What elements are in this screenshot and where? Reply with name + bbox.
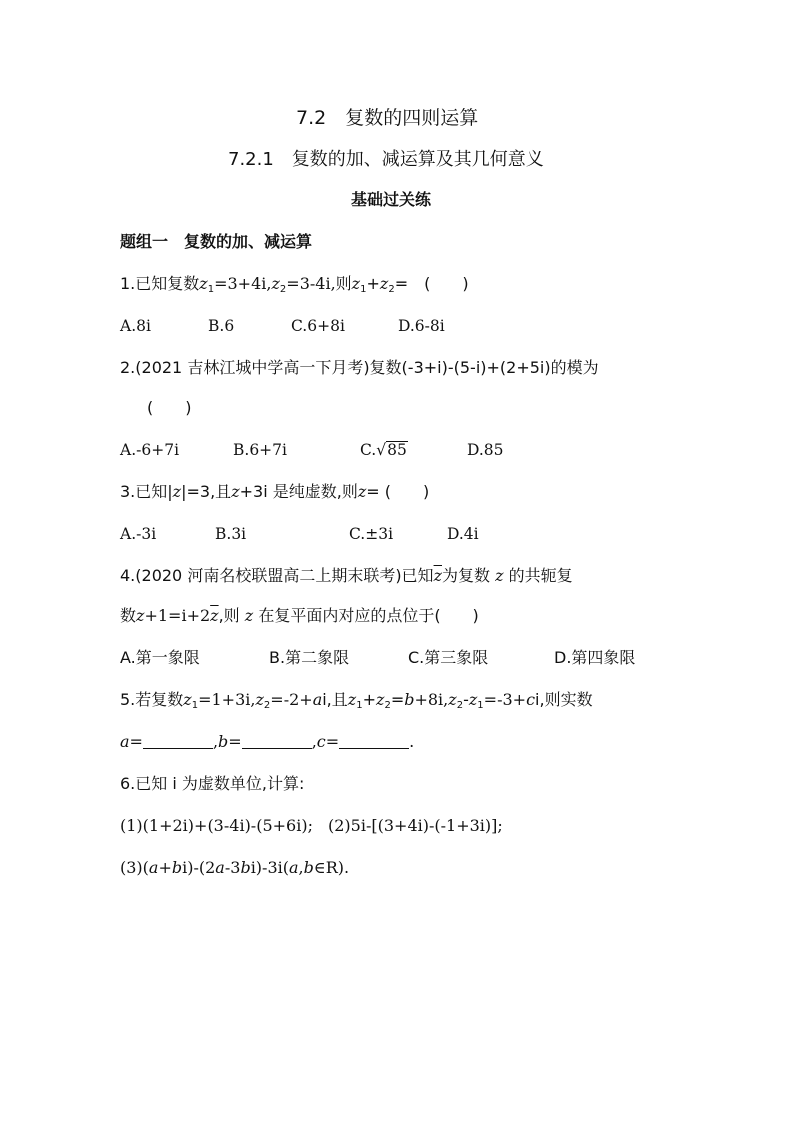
question-6-line-1: 6.已知 i 为虚数单位,计算: <box>120 774 305 793</box>
q3-option-c: C.±3i <box>349 525 394 543</box>
question-6-part-3: (3)(a+bi)-(2a-3bi)-3i(a,b∈R). <box>120 858 350 877</box>
q1-option-a: A.8i <box>120 317 151 335</box>
q3-option-b: B.3i <box>215 525 247 543</box>
question-5-line-1: 5.若复数$z_1=1+3i,z_2=-2+ai$,且$z_1+z_2=b+8i,z_2-z_1=-3+ci$,则实数 <box>120 690 593 711</box>
question-4-line-2: 数$z+1=i+2\overline{z}$,则 z 在复平面内对应的点位于( ) <box>120 606 479 625</box>
q4-option-d: D.第四象限 <box>554 648 636 667</box>
answer-blank-a[interactable] <box>143 734 213 749</box>
q3-option-d: D.4i <box>447 525 479 543</box>
q4-option-b: B.第二象限 <box>269 648 350 667</box>
question-1: 1.已知复数$z_1=3+4i,z_2=3-4i$,则$z_1+z_2=$ ( ) <box>120 274 469 295</box>
question-4-line-1: 4.(2020 河南名校联盟高二上期末联考)已知$\overline{z}$为复数 z 的共轭复 <box>120 566 573 585</box>
q2-option-c: C.√85 <box>360 441 407 459</box>
question-6-part-2: (2)5i-[(3+4i)-(-1+3i)]; <box>328 816 503 835</box>
practice-title: 基础过关练 <box>351 190 432 209</box>
q1-option-c: C.6+8i <box>291 317 345 335</box>
question-2: 2.(2021 吉林江城中学高一下月考)复数(-3+i)-(5-i)+(2+5i)的模为 <box>120 358 599 377</box>
group-heading: 题组一 复数的加、减运算 <box>120 232 313 251</box>
sqrt-radicand: 85 <box>387 441 407 459</box>
q4-option-a: A.第一象限 <box>120 648 200 667</box>
q1-option-b: B.6 <box>208 317 235 335</box>
answer-blank-b[interactable] <box>242 734 312 749</box>
q2-option-a: A.-6+7i <box>120 441 180 459</box>
q3-option-a: A.-3i <box>120 525 157 543</box>
q4-option-c: C.第三象限 <box>408 648 489 667</box>
q2-option-b: B.6+7i <box>233 441 287 459</box>
q2-option-d: D.85 <box>467 441 504 459</box>
answer-blank-c[interactable] <box>339 734 409 749</box>
subsection-title: 7.2.1 复数的加、减运算及其几何意义 <box>228 149 544 170</box>
section-title: 7.2 复数的四则运算 <box>296 107 479 129</box>
q1-option-d: D.6-8i <box>398 317 445 335</box>
question-3: 3.已知|z|=3,且z+3i 是纯虚数,则z= ( ) <box>120 482 430 501</box>
question-5-line-2: a= ,b= ,c= . <box>120 732 415 751</box>
sqrt-symbol: √ <box>376 441 387 459</box>
q2-answer-paren: ( ) <box>147 398 192 417</box>
question-6-part-1: (1)(1+2i)+(3-4i)-(5+6i); <box>120 816 313 835</box>
